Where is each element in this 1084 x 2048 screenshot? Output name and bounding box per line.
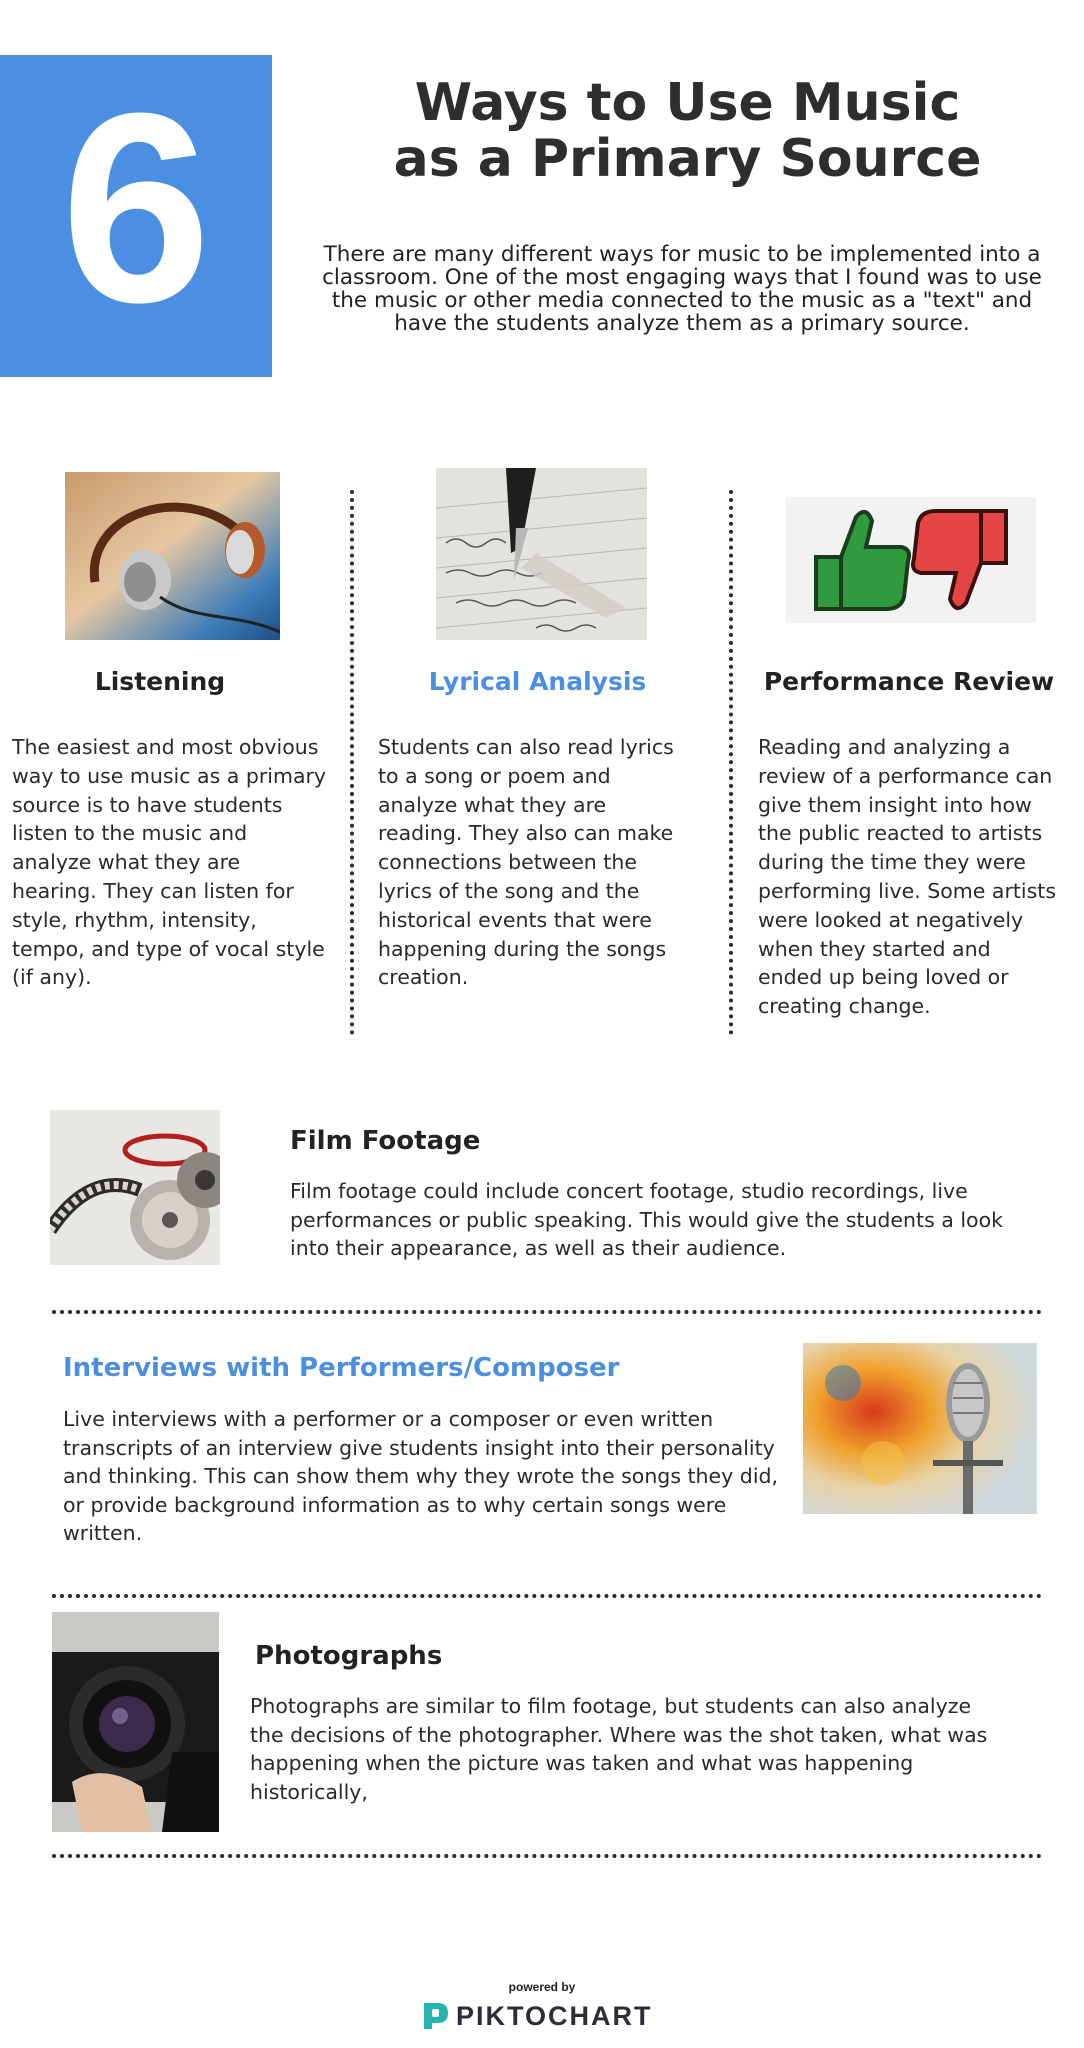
title-line-2: as a Primary Source [393,129,982,189]
section-heading-interviews: Interviews with Performers/Composer [63,1353,620,1383]
column-divider [729,490,733,1035]
column-heading-lyrical-analysis: Lyrical Analysis [428,667,647,696]
listening-text: The easiest and most obvious way to use music as a primary source is to have students listen to the music and analyze what they are hearing. They can listen for style, rhythm, intensity, tempo, and type of vocal style (if any). [12,735,327,990]
column-heading-listening: Listening [94,667,226,696]
performance-review-text: Reading and analyzing a review of a performance can give them insight into how the public reacted to artists during the time they were performing live. Some artists were looked at negatively when they started and ended up being loved or creating change. [758,735,1057,1019]
big-number-block [0,55,272,377]
big-number: 6 [60,58,212,359]
section-divider [52,1594,1042,1598]
intro-paragraph: There are many different ways for music to be implemented into a classroom. One of the most engaging ways that I found was to use the music or other media connected to the music as a "text" and have the students analyze them as a primary source. [322,242,1042,336]
piktochart-logo[interactable] [420,1998,680,2034]
lyrical-analysis-text: Students can also read lyrics to a song or poem and analyze what they are reading. They also can make connections between the lyrics of the song and the historical events that were happening during the songs creation. [378,735,674,990]
column-heading-performance-review: Performance Review [763,667,1055,696]
section-heading-photographs: Photographs [255,1641,443,1671]
headphones-image [65,472,280,640]
thumbs-up-down-image [786,497,1036,623]
powered-by-label: powered by [508,1980,576,1994]
section-divider [52,1854,1042,1858]
fountain-pen-image [436,468,647,640]
section-heading-film-footage: Film Footage [290,1126,481,1156]
page-title [330,75,1045,187]
section-divider [52,1310,1042,1314]
film-footage-text: Film footage could include concert footage, studio recordings, live performances or public speaking. This would give the students a look into their appearance, as well as their audience. [290,1179,1003,1260]
brand-name: PIKTOCHART [456,2000,653,2031]
film-reels-image [50,1110,220,1265]
title-line-1: Ways to Use Music [414,73,961,133]
microphone-image [803,1343,1037,1514]
photographs-text: Photographs are similar to film footage, but students can also analyze the decisions of the photographer. Where was the shot taken, what was happening when the picture was taken and what was happening historically, [250,1694,988,1804]
column-divider [350,490,354,1035]
camera-image [52,1612,219,1832]
piktochart-mark-icon [420,1999,450,2033]
interviews-text: Live interviews with a performer or a composer or even written transcripts of an interview give students insight into their personality and thinking. This can show them why they wrote the songs they did, or provide background information as to why certain songs were written. [63,1407,779,1545]
